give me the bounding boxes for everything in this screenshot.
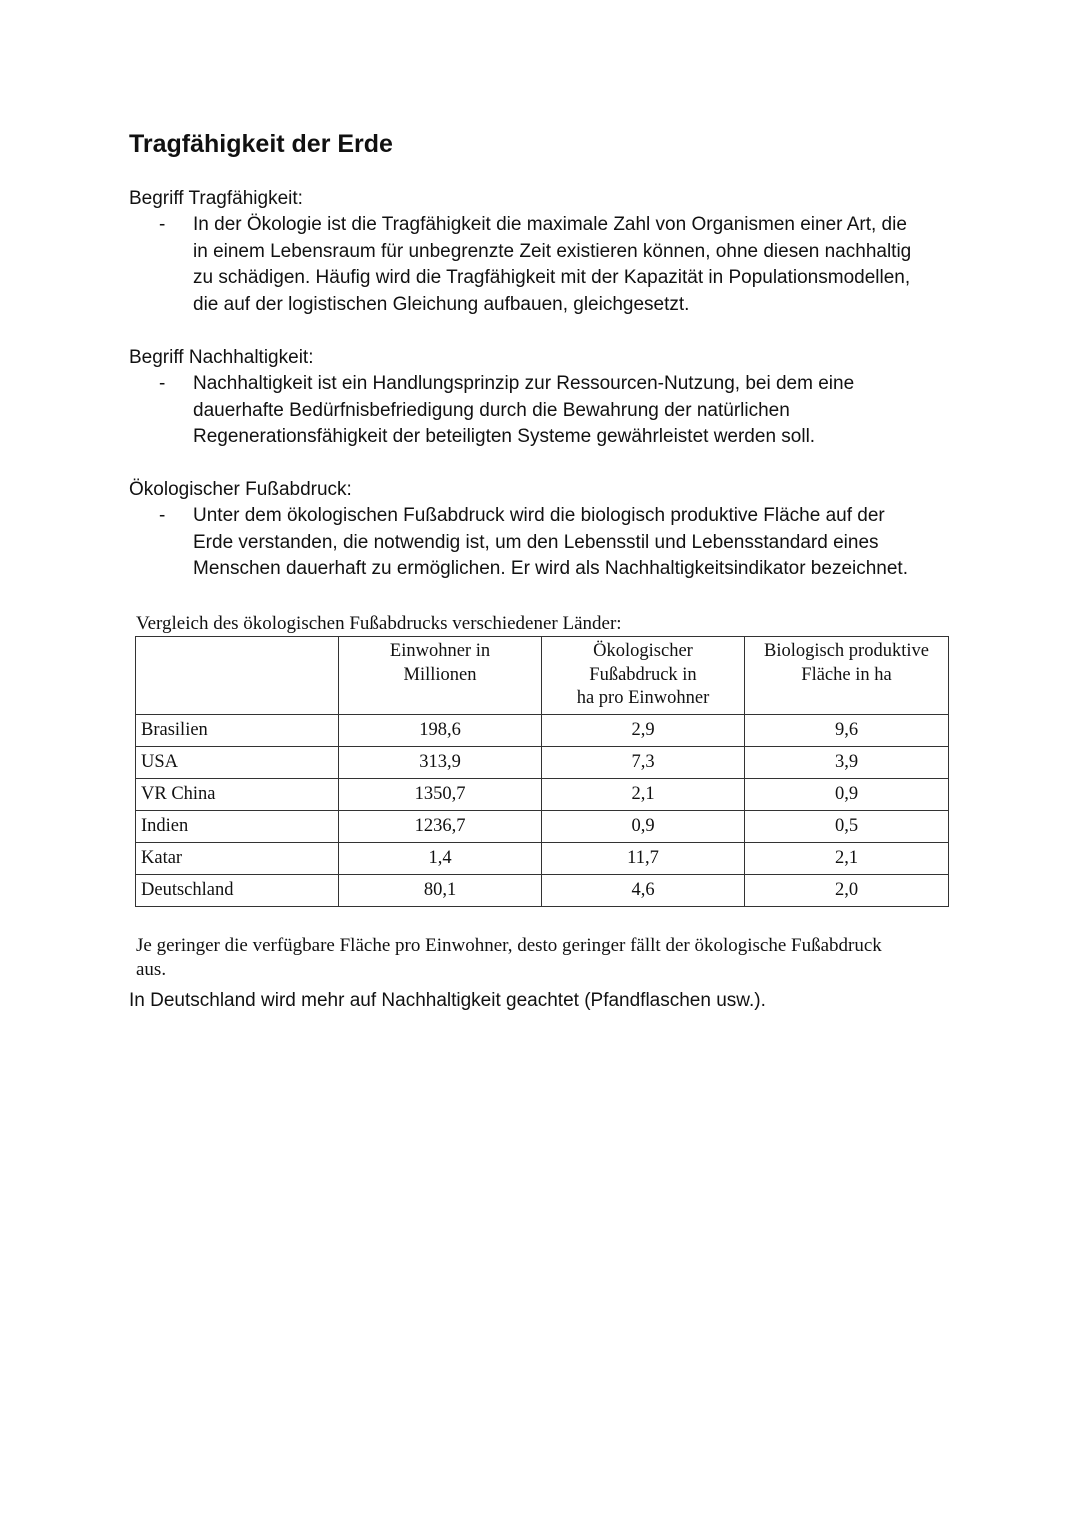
table-note xyxy=(136,934,946,982)
text-line: dauerhafte Bedürfnisbefriedigung durch die Bewahrung der natürlichen xyxy=(193,399,790,421)
cell-einwohner: 80,1 xyxy=(339,875,542,907)
page-title: Tragfähigkeit der Erde xyxy=(129,130,393,158)
section-heading: Begriff Nachhaltigkeit: xyxy=(129,347,314,368)
cell-flaeche: 0,9 xyxy=(745,779,949,811)
note-line: aus. xyxy=(136,959,167,980)
note-line: Je geringer die verfügbare Fläche pro Einwohner, desto geringer fällt der ökologische Fußabdruck xyxy=(136,935,882,956)
text-line: In der Ökologie ist die Tragfähigkeit die maximale Zahl von Organismen einer Art, die xyxy=(193,214,907,235)
cell-fussabdruck: 2,1 xyxy=(542,779,745,811)
cell-fussabdruck: 0,9 xyxy=(542,811,745,843)
cell-flaeche: 3,9 xyxy=(745,747,949,779)
bullet-text xyxy=(193,371,953,451)
header-line: Ökologischer xyxy=(593,641,693,661)
cell-country: Katar xyxy=(136,843,339,875)
conclusion-text: In Deutschland wird mehr auf Nachhaltigkeit geachtet (Pfandflaschen usw.). xyxy=(129,990,766,1011)
cell-einwohner: 1,4 xyxy=(339,843,542,875)
section-heading: Ökologischer Fußabdruck: xyxy=(129,479,352,500)
table-body xyxy=(136,715,949,907)
header-line: ha pro Einwohner xyxy=(576,688,710,708)
header-line: Einwohner in xyxy=(389,641,491,661)
cell-einwohner: 1236,7 xyxy=(339,811,542,843)
table-row xyxy=(136,843,949,875)
text-line: Erde verstanden, die notwendig ist, um den Lebensstil und Lebensstandard eines xyxy=(193,531,879,553)
bullet-text xyxy=(193,212,953,318)
cell-country: Indien xyxy=(136,811,339,843)
cell-einwohner: 313,9 xyxy=(339,747,542,779)
table-row xyxy=(136,875,949,907)
bullet-dash: - xyxy=(159,505,166,526)
cell-country: VR China xyxy=(136,779,339,811)
bullet-text xyxy=(193,503,953,583)
bullet-dash: - xyxy=(159,214,166,235)
table-row xyxy=(136,715,949,747)
cell-fussabdruck: 2,9 xyxy=(542,715,745,747)
text-line: zu schädigen. Häufig wird die Tragfähigkeit mit der Kapazität in Populationsmodellen, xyxy=(193,267,911,288)
cell-country: Deutschland xyxy=(136,875,339,907)
cell-fussabdruck: 4,6 xyxy=(542,875,745,907)
table-header-einwohner xyxy=(339,637,542,715)
header-line: Fläche in ha xyxy=(801,664,892,685)
table-header-flaeche xyxy=(745,637,949,715)
section-nachhaltigkeit xyxy=(129,345,969,451)
table-row xyxy=(136,747,949,779)
header-line: Millionen xyxy=(403,664,477,685)
bullet-item xyxy=(129,371,969,451)
cell-flaeche: 0,5 xyxy=(745,811,949,843)
cell-fussabdruck: 7,3 xyxy=(542,747,745,779)
bullet-item xyxy=(129,503,969,583)
cell-flaeche: 2,0 xyxy=(745,875,949,907)
bullet-dash: - xyxy=(159,373,166,394)
cell-country: USA xyxy=(136,747,339,779)
table-caption: Vergleich des ökologischen Fußabdrucks verschiedener Länder: xyxy=(136,613,622,634)
header-line: Biologisch produktive xyxy=(764,641,929,661)
bullet-item xyxy=(129,212,969,318)
cell-flaeche: 2,1 xyxy=(745,843,949,875)
section-heading: Begriff Tragfähigkeit: xyxy=(129,188,303,209)
cell-country: Brasilien xyxy=(136,715,339,747)
table-header-fussabdruck xyxy=(542,637,745,715)
table-row xyxy=(136,811,949,843)
text-line: in einem Lebensraum für unbegrenzte Zeit existieren können, ohne diesen nachhaltig xyxy=(193,240,912,262)
text-line: die auf der logistischen Gleichung aufbauen, gleichgesetzt. xyxy=(193,293,690,315)
cell-einwohner: 1350,7 xyxy=(339,779,542,811)
section-fussabdruck xyxy=(129,477,969,583)
cell-fussabdruck: 11,7 xyxy=(542,843,745,875)
text-line: Regenerationsfähigkeit der beteiligten Systeme gewährleistet werden soll. xyxy=(193,426,816,447)
table-header-empty xyxy=(136,637,339,715)
text-line: Menschen dauerhaft zu ermöglichen. Er wird als Nachhaltigkeitsindikator bezeichnet. xyxy=(193,558,908,579)
header-line: Fußabdruck in xyxy=(589,664,697,685)
section-tragfaehigkeit xyxy=(129,186,969,318)
cell-einwohner: 198,6 xyxy=(339,715,542,747)
table-header-row xyxy=(136,637,949,715)
text-line: Nachhaltigkeit ist ein Handlungsprinzip zur Ressourcen-Nutzung, bei dem eine xyxy=(193,373,855,394)
footprint-table xyxy=(135,636,949,907)
cell-flaeche: 9,6 xyxy=(745,715,949,747)
table-row xyxy=(136,779,949,811)
text-line: Unter dem ökologischen Fußabdruck wird die biologisch produktive Fläche auf der xyxy=(193,505,885,526)
